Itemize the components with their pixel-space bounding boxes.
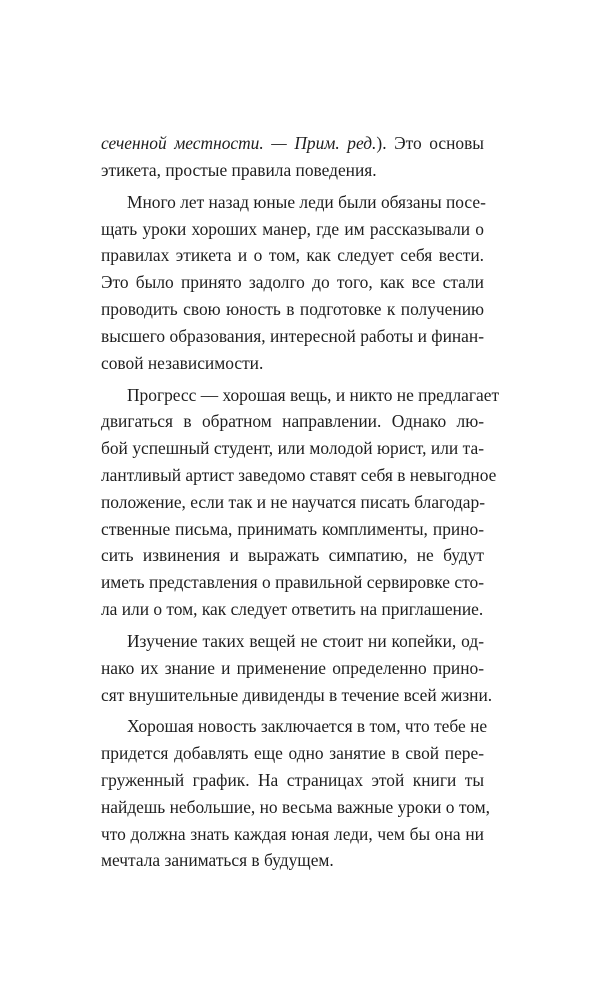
text-segment: этикета, простые правила поведения. [101,159,377,180]
text-segment: Изучение таких вещей не стоит ни копейки, од- [127,630,484,651]
text-line [101,216,484,243]
text-line [101,682,493,709]
paragraph [101,130,484,184]
text-line [101,157,484,184]
text-segment: мечтала заниматься в будущем. [101,850,334,871]
text-line [101,655,484,682]
text-segment: положение, если так и не научатся писать благодар- [101,491,485,512]
body-text [101,130,500,874]
text-segment: двигаться в обратном направлении. Однако лю- [101,411,484,432]
text-line [101,596,484,623]
text-segment: придется добавлять еще одно занятие в свой пере- [101,743,484,764]
text-segment: груженный график. На страницах этой книги ты [101,770,484,791]
text-line [101,628,484,655]
text-line [101,130,484,157]
italic-text: сеченной местности. — Прим. ред. [101,133,377,153]
text-segment: щать уроки хороших манер, где им рассказывали о [101,218,484,239]
text-segment: Хорошая новость заключается в том, что тебе не [127,716,488,737]
text-segment: сят внушительные дивиденды в течение всей жизни. [101,684,493,705]
text-segment: что должна знать каждая юная леди, чем бы она ни [101,823,484,844]
text-line [101,382,500,409]
text-segment: ла или о том, как следует ответить на приглашение. [101,598,484,619]
text-line [101,350,484,377]
text-line [101,767,484,794]
paragraph [101,382,500,623]
text-line [101,242,484,269]
paragraph [101,628,493,708]
text-segment: ). Это основы [376,133,484,153]
text-segment: совой независимости. [101,352,264,373]
text-line [101,296,484,323]
text-line [101,516,484,543]
text-line [101,794,490,821]
text-line [101,713,488,740]
text-line [101,323,484,350]
text-segment: правилах этикета и о том, как следует себя вести. [101,245,484,266]
text-line [101,269,484,296]
text-segment: Это было принято задолго до того, как все стали [101,272,484,293]
text-line [101,489,484,516]
text-line [101,189,484,216]
text-line [101,821,484,848]
text-segment: ственные письма, принимать комплименты, прино- [101,518,484,539]
text-line [101,847,484,874]
text-segment: проводить свою юность в подготовке к получению [101,298,484,319]
text-line [101,462,497,489]
text-segment: иметь представления о правильной сервировке сто- [101,572,484,593]
text-segment: нако их знание и применение определенно прино- [101,657,484,678]
text-line [101,542,484,569]
text-segment: высшего образования, интересной работы и финан- [101,325,484,346]
text-line [101,408,484,435]
text-line [101,569,484,596]
text-segment: лантливый артист заведомо ставят себя в невыгодное [101,464,497,485]
text-segment: бой успешный студент, или молодой юрист, или та- [101,438,484,459]
text-segment: сить извинения и выражать симпатию, не будут [101,545,484,566]
paragraph [101,713,490,874]
text-segment: найдешь небольшие, но весьма важные уроки о том, [101,796,490,817]
text-segment: Прогресс — хорошая вещь, и никто не предлагает [127,384,500,405]
text-line [101,435,484,462]
text-line [101,740,484,767]
paragraph [101,189,484,377]
text-segment: Много лет назад юные леди были обязаны посе- [127,191,486,212]
